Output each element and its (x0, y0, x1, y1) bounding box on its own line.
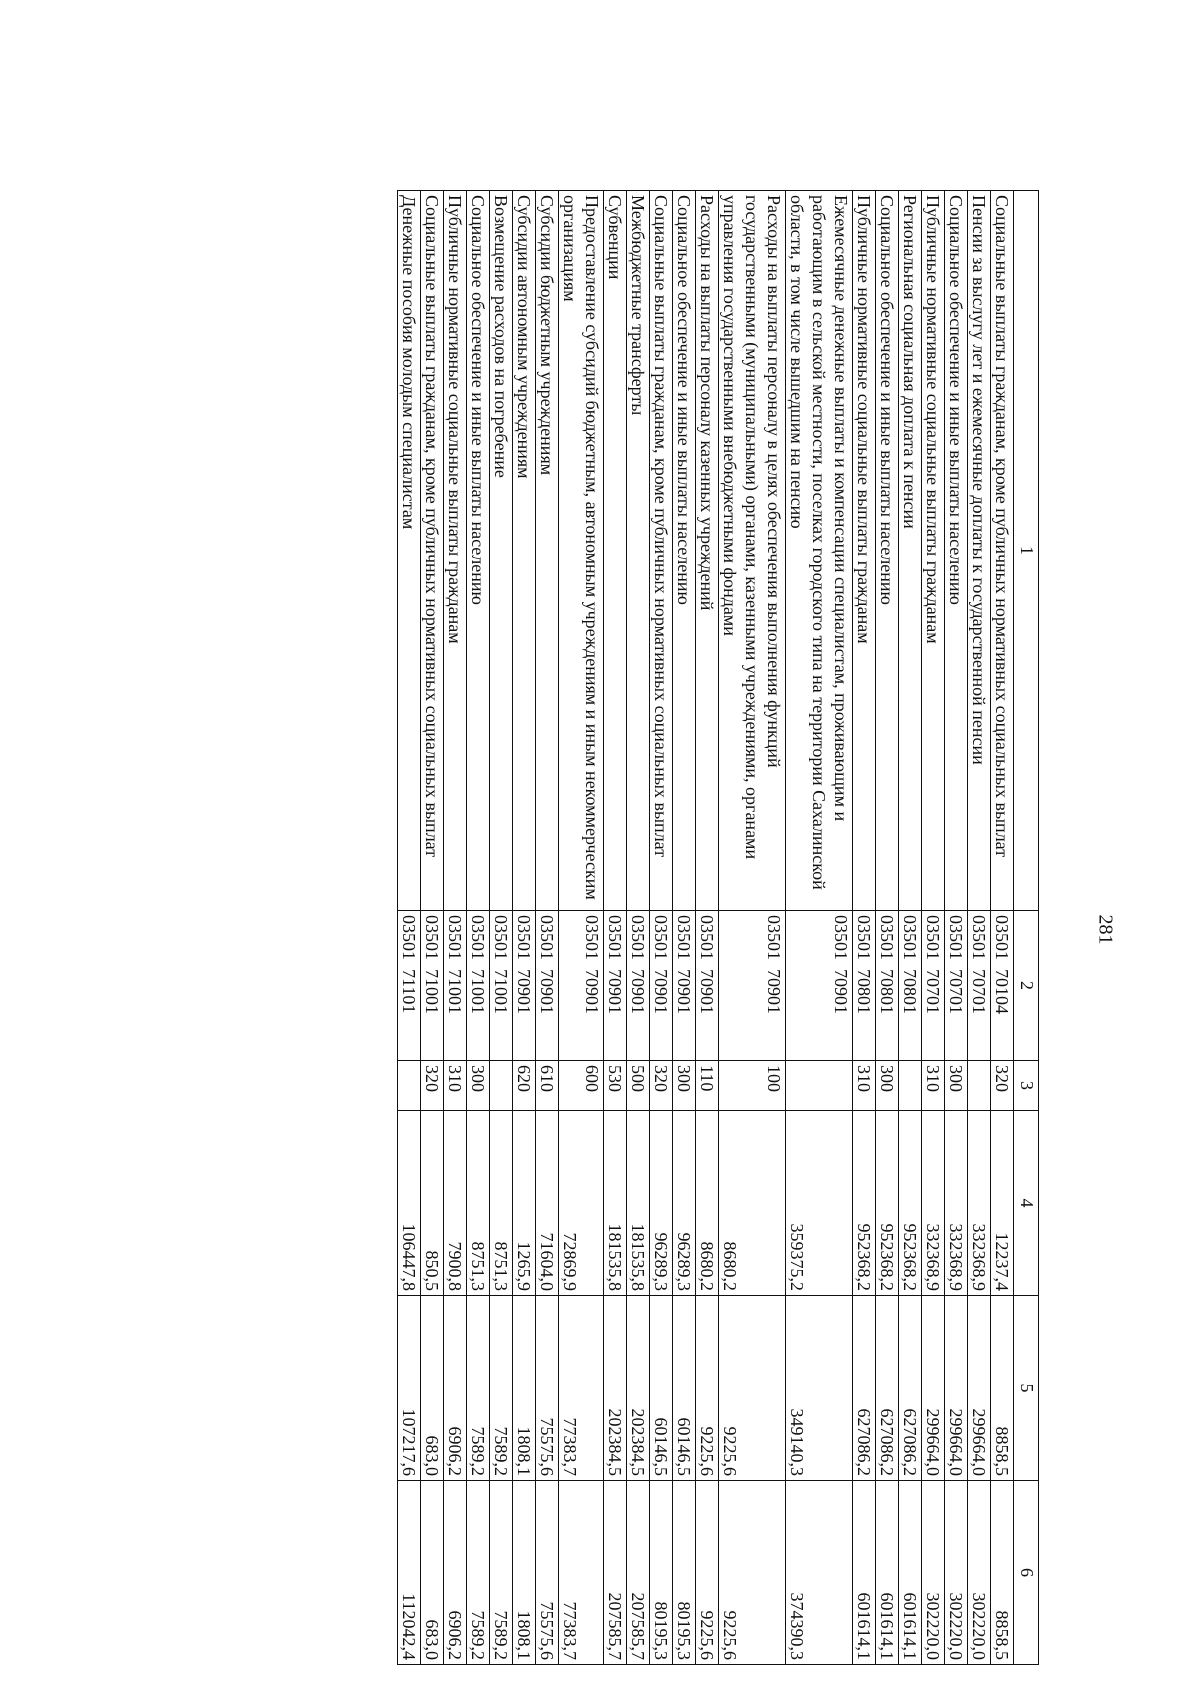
row-type: 610 (536, 1061, 559, 1111)
row-value-6: 302220,0 (968, 1481, 991, 1665)
row-value-5: 8858,5 (991, 1296, 1014, 1481)
row-value-5: 627086,2 (853, 1296, 876, 1481)
row-code: 03501 70104 (991, 911, 1014, 1061)
table-body (398, 191, 1014, 1665)
row-value-5: 60146,5 (673, 1296, 696, 1481)
table-row (421, 191, 444, 1665)
row-value-6: 207585,7 (604, 1481, 627, 1665)
row-value-6: 9225,6 (696, 1481, 719, 1665)
row-value-5: 107217,6 (398, 1296, 421, 1481)
row-value-6: 207585,7 (627, 1481, 650, 1665)
row-value-4: 332368,9 (945, 1111, 968, 1296)
row-value-4: 8680,2 (696, 1111, 719, 1296)
row-value-6: 77383,7 (559, 1481, 604, 1665)
row-type: 320 (650, 1061, 673, 1111)
row-value-5: 1808,1 (513, 1296, 536, 1481)
row-value-6: 302220,0 (922, 1481, 945, 1665)
table-row (398, 191, 421, 1665)
table-row (922, 191, 945, 1665)
row-code: 03501 70801 (899, 911, 922, 1061)
table-row (968, 191, 991, 1665)
header-col-4: 4 (1014, 1111, 1039, 1296)
row-value-6: 80195,3 (650, 1481, 673, 1665)
table-row (876, 191, 899, 1665)
row-name: Социальное обеспечение и иные выплаты населению (876, 191, 899, 911)
row-type (398, 1061, 421, 1111)
row-name: Социальное обеспечение и иные выплаты населению (673, 191, 696, 911)
row-value-4: 181535,8 (604, 1111, 627, 1296)
row-name: Публичные нормативные социальные выплаты гражданам (922, 191, 945, 911)
table-row (536, 191, 559, 1665)
row-value-4: 96289,3 (673, 1111, 696, 1296)
row-code: 03501 70701 (922, 911, 945, 1061)
row-value-6: 683,0 (421, 1481, 444, 1665)
page-number: 281 (1094, 914, 1117, 945)
row-value-4: 952368,2 (853, 1111, 876, 1296)
row-name: Публичные нормативные социальные выплаты гражданам (444, 191, 467, 911)
table-row (604, 191, 627, 1665)
row-type (899, 1061, 922, 1111)
table-row (853, 191, 876, 1665)
row-value-6: 6906,2 (444, 1481, 467, 1665)
table-row (945, 191, 968, 1665)
row-value-6: 601614,1 (899, 1481, 922, 1665)
row-type (786, 1061, 853, 1111)
budget-table (397, 190, 1039, 1665)
row-code: 03501 70901 (673, 911, 696, 1061)
row-value-5: 7589,2 (467, 1296, 490, 1481)
row-value-5: 683,0 (421, 1296, 444, 1481)
row-name: Социальные выплаты гражданам, кроме публичных нормативных социальных выплат (650, 191, 673, 911)
row-value-6: 7589,2 (490, 1481, 513, 1665)
header-col-3: 3 (1014, 1061, 1039, 1111)
row-value-4: 12237,4 (991, 1111, 1014, 1296)
row-code: 03501 70701 (968, 911, 991, 1061)
row-name: Возмещение расходов на погребение (490, 191, 513, 911)
row-value-6: 9225,6 (719, 1481, 786, 1665)
table-row (673, 191, 696, 1665)
row-code: 03501 70901 (513, 911, 536, 1061)
row-code: 03501 70901 (604, 911, 627, 1061)
row-value-5: 60146,5 (650, 1296, 673, 1481)
row-type: 300 (945, 1061, 968, 1111)
table-row (991, 191, 1014, 1665)
row-name: Социальное обеспечение и иные выплаты населению (945, 191, 968, 911)
row-name: Региональная социальная доплата к пенсии (899, 191, 922, 911)
row-name: Субсидии бюджетным учреждениям (536, 191, 559, 911)
row-value-4: 332368,9 (968, 1111, 991, 1296)
row-value-5: 299664,0 (968, 1296, 991, 1481)
row-code: 03501 71001 (421, 911, 444, 1061)
row-value-5: 6906,2 (444, 1296, 467, 1481)
row-value-4: 181535,8 (627, 1111, 650, 1296)
row-value-4: 1265,9 (513, 1111, 536, 1296)
row-type: 100 (719, 1061, 786, 1111)
row-value-4: 71604,0 (536, 1111, 559, 1296)
row-name: Социальное обеспечение и иные выплаты населению (467, 191, 490, 911)
row-code: 03501 70901 (786, 911, 853, 1061)
header-row (1014, 191, 1039, 1665)
row-name: Пенсии за выслугу лет и ежемесячные доплаты к государственной пенсии (968, 191, 991, 911)
row-value-5: 202384,5 (627, 1296, 650, 1481)
row-code: 03501 70701 (945, 911, 968, 1061)
row-name: Предоставление субсидий бюджетным, автономным учреждениям и иным некоммерческим организациям (559, 191, 604, 911)
row-value-6: 8858,5 (991, 1481, 1014, 1665)
table-row (513, 191, 536, 1665)
row-code: 03501 70901 (627, 911, 650, 1061)
row-value-6: 80195,3 (673, 1481, 696, 1665)
row-value-6: 75575,6 (536, 1481, 559, 1665)
header-col-5: 5 (1014, 1296, 1039, 1481)
row-value-5: 202384,5 (604, 1296, 627, 1481)
row-type: 310 (853, 1061, 876, 1111)
row-name: Расходы на выплаты персоналу казенных учреждений (696, 191, 719, 911)
row-value-6: 1808,1 (513, 1481, 536, 1665)
row-name: Социальные выплаты гражданам, кроме публичных нормативных социальных выплат (421, 191, 444, 911)
row-value-4: 8680,2 (719, 1111, 786, 1296)
row-value-5: 9225,6 (719, 1296, 786, 1481)
row-name: Субвенции (604, 191, 627, 911)
row-value-6: 112042,4 (398, 1481, 421, 1665)
row-value-4: 850,5 (421, 1111, 444, 1296)
row-code: 03501 71001 (467, 911, 490, 1061)
row-value-6: 601614,1 (853, 1481, 876, 1665)
row-name: Ежемесячные денежные выплаты и компенсации специалистам, проживающим и работающим в сельской местности, поселках городского типа на территории Сахалинской области, в том числе вышедшим на пенсию (786, 191, 853, 911)
table-row (650, 191, 673, 1665)
row-value-5: 299664,0 (922, 1296, 945, 1481)
row-value-5: 7589,2 (490, 1296, 513, 1481)
row-type (968, 1061, 991, 1111)
table-row (444, 191, 467, 1665)
row-value-4: 359375,2 (786, 1111, 853, 1296)
row-name: Публичные нормативные социальные выплаты гражданам (853, 191, 876, 911)
row-value-5: 627086,2 (876, 1296, 899, 1481)
row-value-4: 952368,2 (899, 1111, 922, 1296)
table-row (786, 191, 853, 1665)
row-value-4: 96289,3 (650, 1111, 673, 1296)
table-row (719, 191, 786, 1665)
header-col-2: 2 (1014, 911, 1039, 1061)
row-value-4: 72869,9 (559, 1111, 604, 1296)
row-value-5: 299664,0 (945, 1296, 968, 1481)
table-row (467, 191, 490, 1665)
row-type: 320 (991, 1061, 1014, 1111)
row-value-4: 8751,3 (490, 1111, 513, 1296)
row-value-4: 952368,2 (876, 1111, 899, 1296)
row-value-4: 8751,3 (467, 1111, 490, 1296)
row-type: 110 (696, 1061, 719, 1111)
row-code: 03501 70901 (536, 911, 559, 1061)
row-type: 310 (444, 1061, 467, 1111)
row-value-4: 332368,9 (922, 1111, 945, 1296)
table-row (627, 191, 650, 1665)
row-type (490, 1061, 513, 1111)
row-value-5: 9225,6 (696, 1296, 719, 1481)
row-code: 03501 70901 (559, 911, 604, 1061)
row-code: 03501 70801 (853, 911, 876, 1061)
row-value-6: 601614,1 (876, 1481, 899, 1665)
row-value-6: 7589,2 (467, 1481, 490, 1665)
table-row (696, 191, 719, 1665)
row-type: 500 (627, 1061, 650, 1111)
row-code: 03501 70801 (876, 911, 899, 1061)
row-value-5: 627086,2 (899, 1296, 922, 1481)
row-value-6: 302220,0 (945, 1481, 968, 1665)
row-type: 620 (513, 1061, 536, 1111)
row-type: 600 (559, 1061, 604, 1111)
row-name: Субсидии автономным учреждениям (513, 191, 536, 911)
row-type: 300 (467, 1061, 490, 1111)
row-value-5: 75575,6 (536, 1296, 559, 1481)
row-value-6: 374390,3 (786, 1481, 853, 1665)
row-type: 300 (876, 1061, 899, 1111)
header-col-6: 6 (1014, 1481, 1039, 1665)
row-value-4: 106447,8 (398, 1111, 421, 1296)
row-type: 310 (922, 1061, 945, 1111)
row-code: 03501 71101 (398, 911, 421, 1061)
row-type: 530 (604, 1061, 627, 1111)
row-type: 320 (421, 1061, 444, 1111)
row-value-5: 349140,3 (786, 1296, 853, 1481)
table-row (899, 191, 922, 1665)
table-row (490, 191, 513, 1665)
row-name: Социальные выплаты гражданам, кроме публичных нормативных социальных выплат (991, 191, 1014, 911)
table-row (559, 191, 604, 1665)
row-type: 300 (673, 1061, 696, 1111)
row-name: Расходы на выплаты персоналу в целях обеспечения выполнения функций государственными (муниципальными) органами, казенными учреждениями, органами управления государственными внебюджетными фондами (719, 191, 786, 911)
row-code: 03501 70901 (650, 911, 673, 1061)
row-value-4: 7900,8 (444, 1111, 467, 1296)
row-value-5: 77383,7 (559, 1296, 604, 1481)
header-col-1: 1 (1014, 191, 1039, 911)
rotated-table-container (56, 190, 1039, 1664)
row-code: 03501 71001 (444, 911, 467, 1061)
row-name: Межбюджетные трансферты (627, 191, 650, 911)
row-code: 03501 70901 (696, 911, 719, 1061)
row-code: 03501 70901 (719, 911, 786, 1061)
row-code: 03501 71001 (490, 911, 513, 1061)
row-name: Денежные пособия молодым специалистам (398, 191, 421, 911)
